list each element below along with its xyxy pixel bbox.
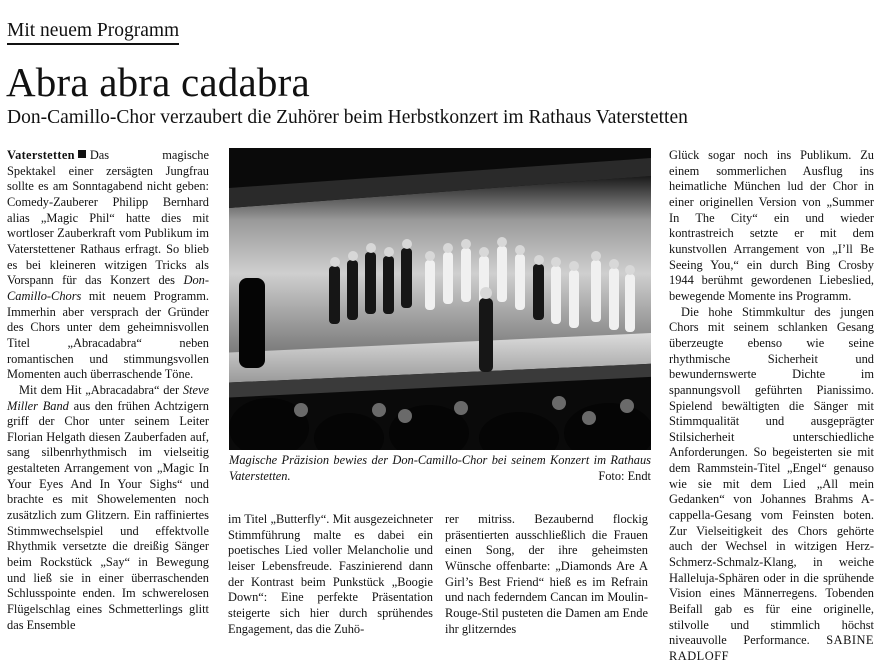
headline: Abra abra cadabra xyxy=(6,59,310,105)
photo-caption xyxy=(229,453,651,484)
paragraph-1-text: Das magische Spektakel einer zersägten Jungfrau sollte es am Sonntagabend nicht geben: Comedy-Zauberer Philipp Bernhard alias „Magic Phil“ hatte dies mit wortloser Zauberkraft vom Publikum im Vaterstettener Rathaus erfragt. So blieb es bei kleineren witzigen Tricks als Vorspann für das Konzert des xyxy=(7,148,209,288)
author-byline: SABINE RADLOFF xyxy=(669,633,874,663)
caption-text: Magische Präzision bewies der Don-Camillo-Chor bei seinem Konzert im Rathaus Vaterstetten. xyxy=(229,453,651,483)
choir-stage-image xyxy=(229,148,651,450)
article-column-4 xyxy=(669,148,874,665)
square-bullet-icon xyxy=(78,150,86,158)
column-4-paragraph-2 xyxy=(669,305,874,665)
column-2-text: im Titel „Butterfly“. Mit ausgezeichneter Stimmführung malte es dabei ein poetisches Lied voller Melancholie und leiser Lebensfreude. Faszinierend dann der Kontrast beim Punkstück „Boogie Down“: Eine perfekte Präsentation steigerte sich hier durch sprühendes Engagement, das die Zuhö- xyxy=(228,512,433,636)
paragraph-1 xyxy=(7,148,209,383)
column-3-text: rer mitriss. Bezaubernd flockig präsentierten ausschließlich die Frauen einen Song, der ihre geheimsten Wünsche offenbarte: „Diamonds Are A Girl’s Best Friend“ hieß es im Refrain und nach federndem Cancan im Moulin-Rouge-Stil pusteten die Damen am Ende ihr glitzerndes xyxy=(445,512,648,636)
kicker: Mit neuem Programm xyxy=(7,19,179,45)
article-column-2 xyxy=(228,512,433,637)
choir-name: Don-Camillo-Chors xyxy=(7,273,209,303)
article-column-1 xyxy=(7,148,209,633)
concert-photo xyxy=(229,148,651,450)
band-name: Steve Miller Band xyxy=(7,382,209,413)
paragraph-2-end: aus den frühen Achtzigern griff der Chor unter seinem Leiter Florian Helgath diesen Zauberfaden auf, sang silbenrhythmisch im vielseitig gestalteten Arrangement von „Magic In Your Eyes And In Your Sighs“ und brachte es mit Showelementen noch zusätzlich zum Glitzern. Ein raffiniertes Stimmwechselspiel und effektvolle Rhythmik versetzte die dreißig Sänger beim Rockstück „Say“ in Bewegung und ließ sie in einer überraschenden Schlusspointe enden. Im schwerelosen Flügelschlag eines Schmetterlings glitt das Ensemble xyxy=(7,398,209,632)
paragraph-2-start: Mit dem Hit „Abracadabra“ der xyxy=(19,382,183,397)
paragraph-1-end: mit neuem Programm. Immerhin aber versprach der Gründer des Chors unter dem geheimnisvollen Titel „Abracadabra“ neben romantischen und stimmungsvollen Momenten auch überraschende Töne. xyxy=(7,288,209,382)
paragraph-2 xyxy=(7,383,209,634)
photo-credit: Foto: Endt xyxy=(598,468,651,483)
article-column-3 xyxy=(445,512,648,637)
dateline: Vaterstetten xyxy=(7,148,75,162)
column-4-paragraph-2-text: Die hohe Stimmkultur des jungen Chors mit seinem schlanken Gesang überzeugte ebenso wie seine rhythmische Sicherheit und bewundernswerte Dichte im spannungsvoll geführten Pianissimo. Spielend bewältigten die Sänger mit Stimmqualität und ausgeprägter Stilsicherheit unterschiedliche Anforderungen. So begeisterten sie mit dem Rammstein-Titel „Engel“ genauso wie sie mit dem Lied „All mein Gedanken“ von Johannes Brahms A-cappella-Gesang vom Feinsten boten. Zur Vielseitigkeit des Chors gehörte auch der Wechsel in witzigen Herz-Schmerz-Schmalz-Klang, in weiche Halleluja-Sphären oder in die sprühende Vision eines Männerregens. Tobenden Beifall gab es für eine originelle, stilvolle und stimmlich höchst niveauvolle Performance. xyxy=(669,304,874,648)
subheadline: Don-Camillo-Chor verzaubert die Zuhörer beim Herbstkonzert im Rathaus Vaterstetten xyxy=(7,107,688,128)
column-4-paragraph-1: Glück sogar noch ins Publikum. Zu einem sommerlichen Ausflug ins heimatliche München lud der Chor in einer originellen Version von „Summer In The City“ ein und wieder kontrastreich setzte er mit dem kunstvollen Arrangement von „I’ll Be Seeing You,“ ein durch Bing Crosby 1944 berühmt gewordenen Liebeslied, bewegende Momente ins Programm. xyxy=(669,148,874,303)
